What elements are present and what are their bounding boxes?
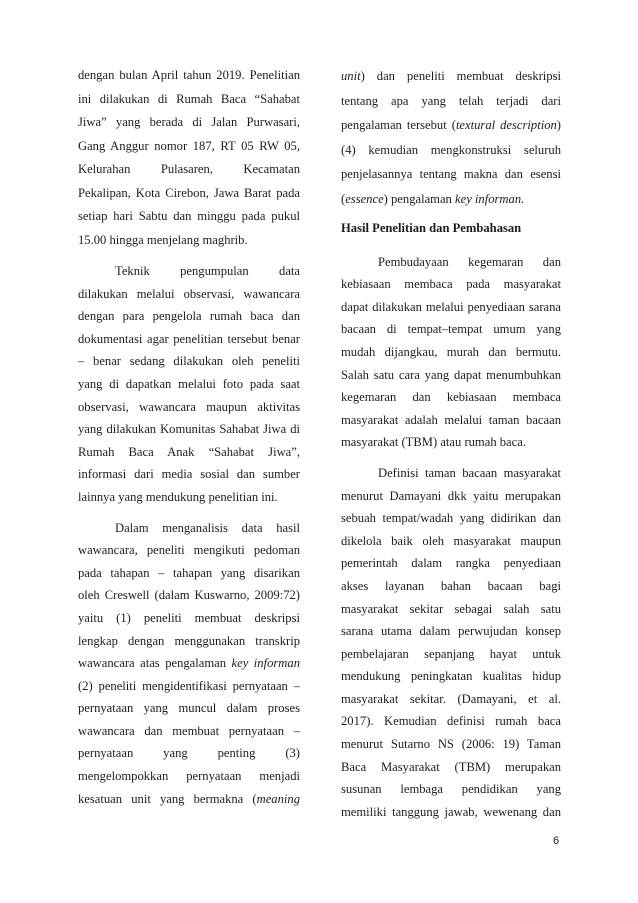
right-column (341, 64, 561, 823)
text-line: wawancara, peneliti mengikuti pedoman (78, 543, 300, 558)
text-segment: ) dan peneliti membuat deskripsi (360, 69, 561, 83)
text-line: Jiwa” yang berada di Jalan Purwasari, (78, 115, 300, 129)
text-line: yaitu (1) peneliti membuat deskripsi (78, 610, 300, 625)
text-line: mudah dijangkau, murah dan bermutu. (341, 344, 561, 359)
text-segment: pengalaman tersebut ( (341, 118, 456, 132)
text-segment: wawancara atas pengalaman (78, 656, 232, 671)
text-line: Pekalipan, Kota Cirebon, Jawa Barat pada (78, 185, 300, 200)
text-line: – benar sedang dilakukan oleh peneliti (78, 354, 300, 369)
text-line: bacaan di tempat–tempat umum yang (341, 322, 561, 337)
text-line (341, 187, 561, 212)
text-line: Baca Masyarakat (TBM) merupakan (341, 759, 561, 774)
text-line: susunan lembaga pendidikan yang (341, 782, 561, 797)
text-line: pada tahapan – tahapan yang disarikan (78, 565, 300, 580)
text-line: lainnya yang mendukung penelitian ini. (78, 489, 278, 504)
text-line (341, 64, 561, 89)
italic-term: key informan. (455, 191, 525, 206)
text-line: pernyataan yang muncul dalam proses (78, 701, 300, 716)
text-line: wawancara dan membuat pernyataan – (78, 723, 300, 738)
text-line: mengelompokkan pernyataan menjadi (78, 769, 300, 784)
body-paragraph (341, 462, 561, 824)
body-paragraph-continued (78, 64, 300, 252)
text-line: akses layanan bahan bacaan bagi (341, 578, 561, 593)
body-paragraph (78, 260, 300, 509)
text-line: 15.00 hingga menjelang maghrib. (78, 232, 248, 247)
text-line (78, 788, 300, 811)
text-line: pemerintah dalam rangka penyediaan (341, 556, 561, 571)
text-line: kebiasaan membaca pada masyarakat (341, 277, 561, 292)
text-line: kegemaran dan kebiasaan membaca (341, 390, 561, 405)
text-line: Pembudayaan kegemaran dan (378, 254, 561, 269)
italic-term: meaning (256, 791, 300, 806)
text-line: masyarakat sekitar. (Damayani, et al. (341, 691, 561, 706)
italic-term: essence (345, 191, 384, 206)
text-line (78, 652, 300, 675)
text-segment: ) (556, 118, 561, 132)
text-line: yang dilakukan Komunitas Sahabat Jiwa di (78, 422, 300, 437)
text-line: Gang Anggur nomor 187, RT 05 RW 05, (78, 138, 300, 153)
text-line: informasi dari media sosial dan sumber (78, 467, 300, 482)
text-line (341, 113, 561, 138)
text-line: dokumentasi agar penelitian tersebut benar (78, 331, 300, 346)
text-line: memiliki tanggung jawab, wewenang dan (341, 804, 561, 819)
text-line: dengan bulan April tahun 2019. Penelitian (78, 68, 300, 82)
text-line: penjelasannya tentang makna dan esensi (341, 167, 561, 181)
text-line: masyarakat sekitar sebagai salah satu (341, 601, 561, 616)
text-line: dapat dilakukan melalui penyediaan sarana (341, 299, 561, 314)
text-line: menurut Sutarno NS (2006: 19) Taman (341, 737, 561, 752)
section-heading: Hasil Penelitian dan Pembahasan (341, 221, 522, 235)
text-segment: ( (341, 191, 346, 206)
text-line: Rumah Baca Anak “Sahabat Jiwa”, (78, 444, 300, 459)
text-line: Definisi taman bacaan masyarakat (378, 465, 561, 480)
text-line: 2017). Kemudian definisi rumah baca (341, 714, 561, 729)
text-line: setiap hari Sabtu dan minggu pada pukul (78, 209, 300, 223)
italic-term: key informan (231, 656, 300, 671)
text-line: mendukung peningkatan kualitas hidup (341, 669, 561, 684)
text-line: dilakukan melalui observasi, wawancara (78, 286, 300, 301)
text-line: (2) peneliti mengidentifikasi pernyataan – (78, 678, 300, 693)
text-line: pembelajaran sepanjang hayat untuk (341, 646, 561, 661)
left-column (78, 64, 300, 810)
page-number: 6 (553, 835, 560, 847)
text-segment: kesatuan unit yang bermakna ( (78, 791, 257, 806)
body-paragraph (341, 251, 561, 454)
text-line: tentang apa yang telah terjadi dari (341, 93, 561, 108)
text-line: Teknik pengumpulan data (115, 264, 300, 278)
text-line: menurut Damayani dkk yaitu merupakan (341, 488, 561, 503)
text-line: Kelurahan Pulasaren, Kecamatan (78, 162, 300, 176)
text-line: Dalam menganalisis data hasil (115, 520, 300, 535)
text-line: dikelola baik oleh masyarakat maupun (341, 533, 561, 548)
italic-term: unit (341, 69, 361, 83)
text-line: ini dilakukan di Rumah Baca “Sahabat (78, 91, 300, 106)
text-line: sebuah tempat/wadah yang didirikan dan (341, 511, 561, 526)
text-line: observasi, wawancara maupun aktivitas (78, 399, 300, 414)
body-paragraph (78, 517, 300, 811)
text-segment: ) pengalaman (383, 191, 456, 206)
italic-term: textural description (455, 118, 557, 132)
text-line: (4) kemudian mengkonstruksi seluruh (341, 142, 561, 157)
text-line: pernyataan yang penting (3) (78, 746, 300, 761)
text-line: Salah satu cara yang dapat menumbuhkan (341, 367, 561, 382)
text-line: oleh Creswell (dalam Kuswarno, 2009:72) (78, 588, 300, 603)
text-line: yang di dapatkan melalui foto pada saat (78, 376, 300, 391)
text-line: masyarakat adalah melalui taman bacaan (341, 412, 561, 427)
text-line: masyarakat (TBM) atau rumah baca. (341, 435, 526, 450)
text-line: dengan para pengelola rumah baca dan (78, 309, 300, 324)
text-line: lengkap dengan menggunakan transkrip (78, 633, 300, 648)
text-line: sarana utama dalam perwujudan konsep (341, 624, 561, 639)
body-paragraph-continued (341, 64, 561, 211)
